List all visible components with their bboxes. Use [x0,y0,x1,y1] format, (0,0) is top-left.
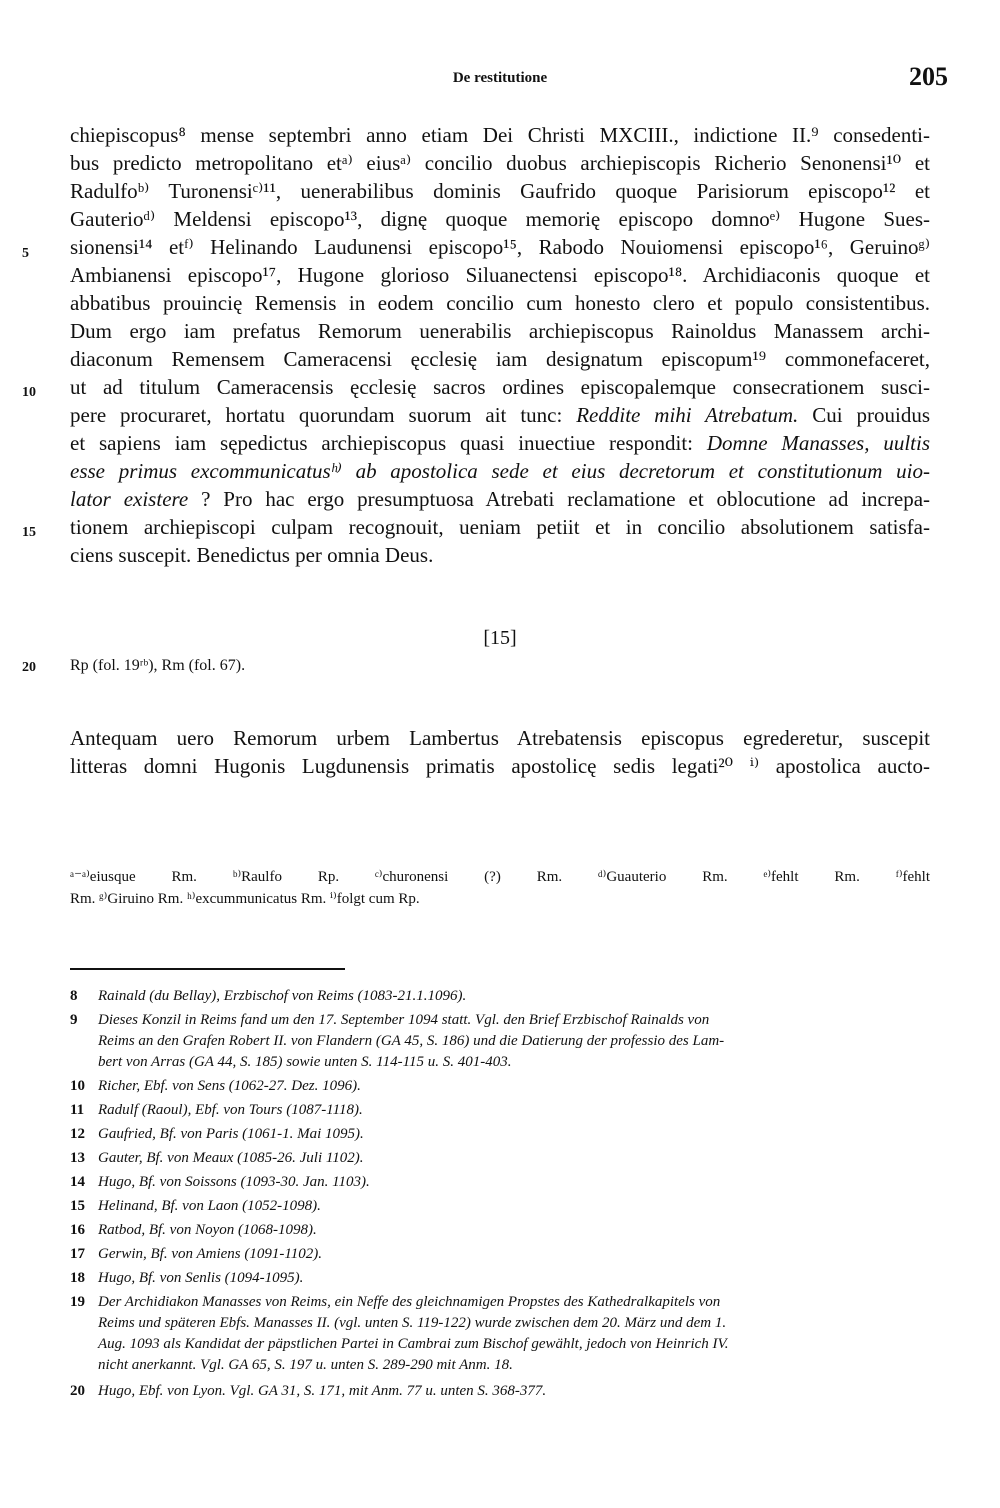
text-segment: ? Pro hac ergo presumptuosa Atrebati reclamatione et oblocutione ad increpa- [201,487,931,511]
footnote-number: 12 [70,1126,85,1142]
text-line: bus predicto metropolitano etᵃ⁾ eiusᵃ⁾ concilio duobus archiepiscopis Richerio Senonensi¹⁰ et [70,151,930,175]
footnote-text: Hugo, Bf. von Soissons (1093-30. Jan. 1103). [98,1174,370,1190]
page-number: 205 [909,62,948,91]
footnote-number: 10 [70,1078,85,1094]
footnote-text: Helinand, Bf. von Laon (1052-1098). [98,1198,321,1214]
apparatus-line: ᵃ⁻ᵃ⁾eiusque Rm. ᵇ⁾Raulfo Rp. ᶜ⁾churonensi (?) Rm. ᵈ⁾Guauterio Rm. ᵉ⁾fehlt Rm. ᶠ⁾fehlt [70,869,930,885]
text-line [70,401,930,429]
footnote-number: 19 [70,1294,85,1310]
footnote-continuation: bert von Arras (GA 44, S. 185) sowie unten S. 114-115 u. S. 401-403. [98,1054,512,1070]
text-line: Dum ergo iam prefatus Remorum uenerabilis archiepiscopus Rainoldus Manassem archi- [70,319,930,343]
footnote-text: Gerwin, Bf. von Amiens (1091-1102). [98,1246,322,1262]
text-line: litteras domni Hugonis Lugdunensis primatis apostolicę sedis legati²⁰ ⁱ⁾ apostolica aucto- [70,754,930,778]
quoted-speech: lator existere [70,487,189,511]
text-line: Radulfoᵇ⁾ Turonensiᶜ⁾¹¹, uenerabilibus dominis Gaufrido quoque Parisiorum episcopo¹² et [70,179,930,203]
footnote-number: 14 [70,1174,85,1190]
footnote-text: Hugo, Bf. von Senlis (1094-1095). [98,1270,304,1286]
footnote-text: Dieses Konzil in Reims fand um den 17. September 1094 statt. Vgl. den Brief Erzbischof Rainalds von [98,1012,710,1028]
footnote [70,1381,930,1402]
footnote [70,1010,930,1031]
apparatus-line: Rm. ᵍ⁾Giruino Rm. ʰ⁾excummunicatus Rm. ⁱ⁾folgt cum Rp. [70,891,420,907]
line-number-20: 20 [22,660,36,675]
text-line: abbatibus prouincię Remensis in eodem concilio cum honesto clero et populo consistentibus. [70,291,930,315]
quoted-speech: Domne Manasses, uultis [706,431,930,455]
footnote-number: 20 [70,1383,85,1399]
footnote [70,1076,930,1097]
text-line: diaconum Remensem Cameracensi ęcclesię iam designatum episcopum¹⁹ commonefaceret, [70,347,930,371]
footnote [70,1172,930,1193]
text-segment: pere procuraret, hortatu quorundam suorum ait tunc: [70,403,563,427]
footnote-continuation: Reims an den Grafen Robert II. von Flandern (GA 45, S. 186) und die Datierung der professio des Lam- [98,1033,725,1049]
text-line: Gauterioᵈ⁾ Meldensi episcopo¹³, dignę quoque memorię episcopo domnoᵉ⁾ Hugone Sues- [70,207,930,231]
footnote-number: 15 [70,1198,85,1214]
footnote-number: 11 [70,1102,85,1118]
footnote-continuation: Reims und späteren Ebfs. Manasses II. (vgl. unten S. 119-122) wurde zwischen dem 20. März und dem 1. [98,1315,727,1331]
footnote-continuation: Aug. 1093 als Kandidat der päpstlichen Partei in Cambrai zum Bischof gewählt, jedoch von Heinrich IV. [98,1336,729,1352]
footnote-number: 8 [70,988,78,1004]
footnote-number: 16 [70,1222,85,1238]
text-line: Ambianensi episcopo¹⁷, Hugone glorioso Siluanectensi episcopo¹⁸. Archidiaconis quoque et [70,263,930,287]
footnote-text: Gaufried, Bf. von Paris (1061-1. Mai 1095). [98,1126,364,1142]
footnote [70,1100,930,1121]
footnote [70,1124,930,1145]
text-line: esse primus excommunicatusʰ⁾ ab apostolica sede et eius decretorum et constitutionum uio- [70,459,930,483]
footnote [70,1196,930,1217]
quoted-speech: Reddite mihi Atrebatum. [576,403,799,427]
section-number: [15] [483,627,517,649]
footnote [70,986,930,1007]
footnote-number: 9 [70,1012,78,1028]
running-title: De restitutione [452,70,548,86]
footnote-number: 13 [70,1150,85,1166]
text-line: chiepiscopus⁸ mense septembri anno etiam Dei Christi MXCIII., indictione II.⁹ consedenti- [70,123,930,147]
footnote-text: Der Archidiakon Manasses von Reims, ein Neffe des gleichnamigen Propstes des Kathedralkapitels von [98,1294,721,1310]
text-line: sionensi¹⁴ etᶠ⁾ Helinando Laudunensi episcopo¹⁵, Rabodo Nouiomensi episcopo¹⁶, Geruinoᵍ⁾ [70,235,930,259]
footnote-text: Rainald (du Bellay), Erzbischof von Reims (1083-21.1.1096). [98,988,467,1004]
footnote-text: Richer, Ebf. von Sens (1062-27. Dez. 1096). [98,1078,361,1094]
footnote-number: 17 [70,1246,85,1262]
footnote [70,1148,930,1169]
manuscript-sources: Rp (fol. 19ʳᵇ), Rm (fol. 67). [70,657,246,674]
text-line [70,485,930,513]
footnote [70,1268,930,1289]
line-number-5: 5 [22,246,29,261]
footnote-text: Hugo, Ebf. von Lyon. Vgl. GA 31, S. 171, mit Anm. 77 u. unten S. 368-377. [98,1383,547,1399]
footnote-number: 18 [70,1270,85,1286]
footnote [70,1220,930,1241]
footnote-continuation: nicht anerkannt. Vgl. GA 65, S. 197 u. unten S. 289-290 mit Anm. 18. [98,1357,513,1373]
line-number-15: 15 [22,525,36,540]
text-segment: Cui prouidus [812,403,930,427]
text-segment: et sapiens iam sępedictus archiepiscopus quasi inuectiue respondit: [70,431,694,455]
line-number-10: 10 [22,385,36,400]
text-line: ciens suscepit. Benedictus per omnia Deus. [70,543,434,567]
footnote [70,1292,930,1313]
footnote-rule [70,968,345,970]
text-line: ut ad titulum Cameracensis ęcclesię sacros ordines episcopalemque consecrationem susci- [70,375,930,399]
footnote-text: Radulf (Raoul), Ebf. von Tours (1087-1118). [98,1102,363,1118]
footnote [70,1244,930,1265]
text-line: Antequam uero Remorum urbem Lambertus Atrebatensis episcopus egrederetur, suscepit [70,726,930,750]
footnote-text: Ratbod, Bf. von Noyon (1068-1098). [98,1222,317,1238]
footnote-text: Gauter, Bf. von Meaux (1085-26. Juli 1102). [98,1150,364,1166]
text-line [70,429,930,457]
text-line: tionem archiepiscopi culpam recognouit, ueniam petiit et in concilio absolutionem satisfa- [70,515,930,539]
